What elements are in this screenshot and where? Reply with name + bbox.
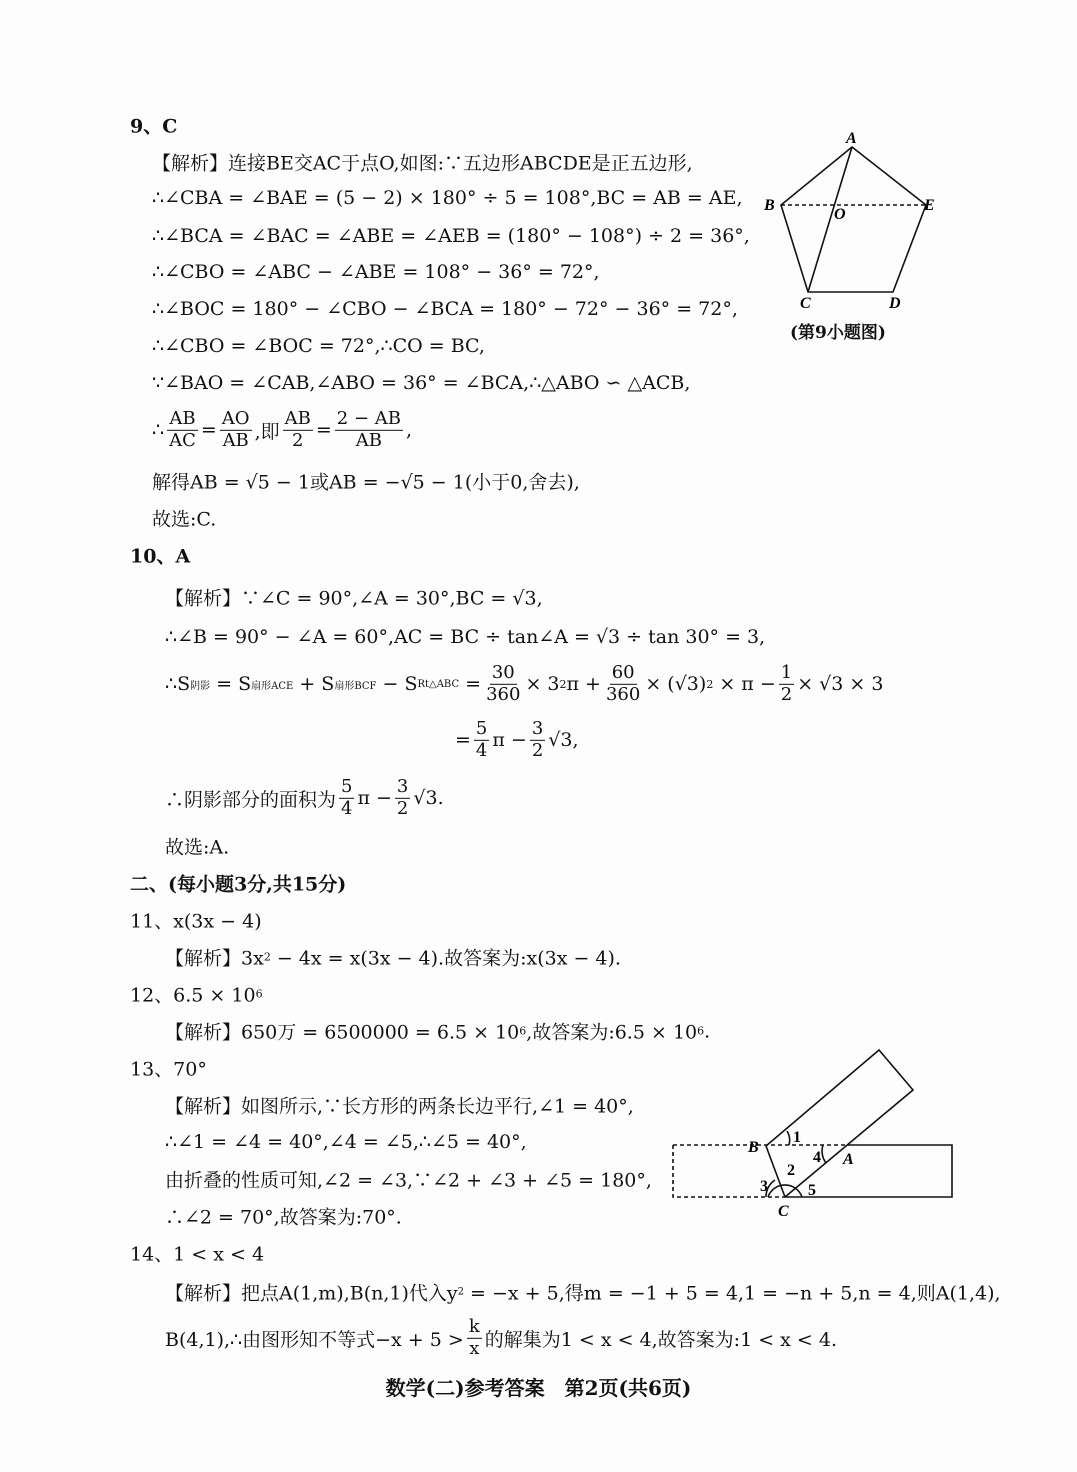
text-segment: π −	[357, 787, 392, 809]
page-footer: 数学(二)参考答案 第2页(共6页)	[385, 1376, 692, 1400]
text-segment: ∴∠CBA = ∠BAE = (5 − 2) × 180° ÷ 5 = 108°,BC = AB = AE,	[152, 187, 743, 209]
text-segment: 9、C	[130, 115, 178, 138]
denominator: 4	[341, 797, 353, 819]
text-segment: ∴∠CBO = ∠BOC = 72°,∴CO = BC,	[152, 335, 485, 357]
angle-1: 1	[793, 1129, 801, 1146]
text-segment: 13、70°	[130, 1058, 207, 1081]
text-segment: × (√3)	[645, 673, 707, 695]
text-segment: − 4x = x(3x − 4).故答案为:x(3x − 4).	[270, 947, 621, 970]
text-segment: ∴∠CBO = ∠ABC − ∠ABE = 108° − 36° = 72°,	[152, 261, 600, 283]
denominator: 2	[396, 797, 409, 819]
text-segment: =	[459, 673, 482, 695]
text-segment: 故选:A.	[165, 836, 230, 859]
text-segment: × 3	[525, 673, 560, 695]
text-segment: 11、x(3x − 4)	[130, 910, 262, 933]
text-segment: 10、A	[130, 545, 191, 568]
subscript: 扇形ACE	[251, 680, 294, 692]
numerator: 3	[396, 775, 409, 797]
denominator: AC	[169, 429, 196, 451]
text-segment: − S	[376, 673, 418, 695]
text-segment: 由折叠的性质可知,∠2 = ∠3,∵∠2 + ∠3 + ∠5 = 180°,	[165, 1169, 652, 1192]
text-segment: =	[315, 419, 332, 441]
subscript: Rt△ABC	[417, 678, 460, 690]
denominator: 2	[531, 739, 544, 761]
label-A: A	[846, 130, 857, 147]
figure-13-fold	[673, 1050, 952, 1197]
numerator: 1	[780, 661, 793, 683]
text-segment: × √3 × 3	[797, 673, 884, 695]
text-segment: π +	[566, 673, 601, 695]
text-segment: ∴∠2 = 70°,故答案为:70°.	[165, 1206, 402, 1229]
numerator: 2 − AB	[336, 407, 401, 429]
subscript: 2	[457, 1286, 464, 1298]
denominator: AB	[222, 429, 249, 451]
superscript: 2	[559, 677, 567, 691]
text-segment: B(4,1),∴由图形知不等式−x + 5 >	[165, 1328, 464, 1351]
denominator: x	[469, 1337, 480, 1359]
denominator: 4	[475, 739, 488, 761]
label-A: A	[843, 1151, 854, 1168]
denominator: 2	[292, 429, 304, 451]
angle-2: 2	[787, 1162, 795, 1179]
text-segment: ∴∠BCA = ∠BAC = ∠ABE = ∠AEB = (180° − 108°) ÷ 2 = 36°,	[152, 225, 750, 247]
numerator: AO	[221, 407, 250, 429]
text-segment: × π −	[713, 673, 776, 695]
numerator: 30	[491, 661, 515, 683]
text-segment: 的解集为1 < x < 4,故答案为:1 < x < 4.	[484, 1328, 838, 1351]
text-segment: + S	[293, 673, 335, 695]
text-segment: ∵∠BAO = ∠CAB,∠ABO = 36° = ∠BCA,∴△ABO ∽ △ACB,	[152, 372, 691, 394]
label-O: O	[834, 206, 846, 223]
denominator: 360	[605, 683, 641, 705]
numerator: AB	[284, 407, 311, 429]
label-E: E	[924, 197, 935, 214]
superscript: 6	[255, 987, 263, 1001]
text-segment: 12、6.5 × 10	[130, 984, 256, 1007]
superscript: 6	[519, 1024, 527, 1038]
superscript: 6	[697, 1024, 705, 1038]
text-segment: 解得AB = √5 − 1或AB = −√5 − 1(小于0,舍去),	[152, 471, 580, 494]
numerator: AB	[169, 407, 196, 429]
denominator: 360	[486, 683, 521, 705]
denominator: AB	[355, 429, 382, 451]
numerator: 60	[611, 661, 635, 683]
angle-3: 3	[760, 1178, 768, 1195]
text-segment: 【解析】如图所示,∵长方形的两条长边平行,∠1 = 40°,	[165, 1095, 634, 1118]
text-segment: ∴阴影部分的面积为	[165, 788, 337, 811]
text-segment: ∴S	[165, 673, 191, 695]
text-segment: 14、1 < x < 4	[130, 1243, 265, 1266]
text-segment: π −	[492, 729, 527, 751]
numerator: 5	[475, 717, 488, 739]
text-segment: = −x + 5,得m = −1 + 5 = 4,1 = −n + 5,n = 4,则A(1,4),	[464, 1282, 1001, 1305]
label-C: C	[800, 295, 811, 312]
text-segment: 【解析】把点A(1,m),B(n,1)代入y	[165, 1282, 458, 1305]
angle-5: 5	[808, 1182, 816, 1199]
text-segment: ,故答案为:6.5 × 10	[526, 1021, 698, 1044]
text-segment: ∴∠BOC = 180° − ∠CBO − ∠BCA = 180° − 72° − 36° = 72°,	[152, 298, 738, 320]
figure-9-caption: (第9小题图)	[790, 323, 886, 343]
text-segment: =	[455, 729, 471, 751]
text-segment: 【解析】连接BE交AC于点O,如图:∵五边形ABCDE是正五边形,	[152, 152, 693, 175]
text-segment: 【解析】650万 = 6500000 = 6.5 × 10	[165, 1021, 520, 1044]
numerator: 3	[531, 717, 544, 739]
text-segment: =	[200, 419, 217, 441]
text-segment: ∴	[152, 419, 165, 441]
text-segment: 二、(每小题3分,共15分)	[130, 873, 347, 896]
superscript: 2	[263, 950, 271, 964]
text-segment: √3,	[548, 729, 579, 751]
text-segment: ∴∠B = 90° − ∠A = 60°,AC = BC ÷ tan∠A = √3 ÷ tan 30° = 3,	[165, 626, 766, 648]
label-C: C	[778, 1203, 789, 1220]
text-segment: 【解析】3x	[165, 947, 264, 970]
text-segment: .	[704, 1020, 711, 1042]
text-segment: 故选:C.	[152, 508, 217, 531]
text-segment: ∴∠1 = ∠4 = 40°,∠4 = ∠5,∴∠5 = 40°,	[165, 1131, 527, 1153]
subscript: 扇形BCF	[334, 680, 377, 692]
label-B: B	[748, 1139, 759, 1156]
denominator: 2	[780, 683, 793, 705]
label-D: D	[889, 295, 901, 312]
text-segment: √3.	[413, 787, 444, 809]
numerator: 5	[341, 775, 353, 797]
text-segment: ,	[405, 419, 413, 441]
subscript: 阴影	[190, 680, 211, 692]
angle-4: 4	[813, 1149, 821, 1166]
text-segment: 【解析】∵∠C = 90°,∠A = 30°,BC = √3,	[165, 587, 543, 610]
numerator: k	[468, 1315, 480, 1337]
superscript: 2	[706, 677, 714, 691]
text-segment: = S	[210, 673, 252, 695]
label-B: B	[764, 197, 775, 214]
text-segment: ,即	[254, 420, 280, 443]
